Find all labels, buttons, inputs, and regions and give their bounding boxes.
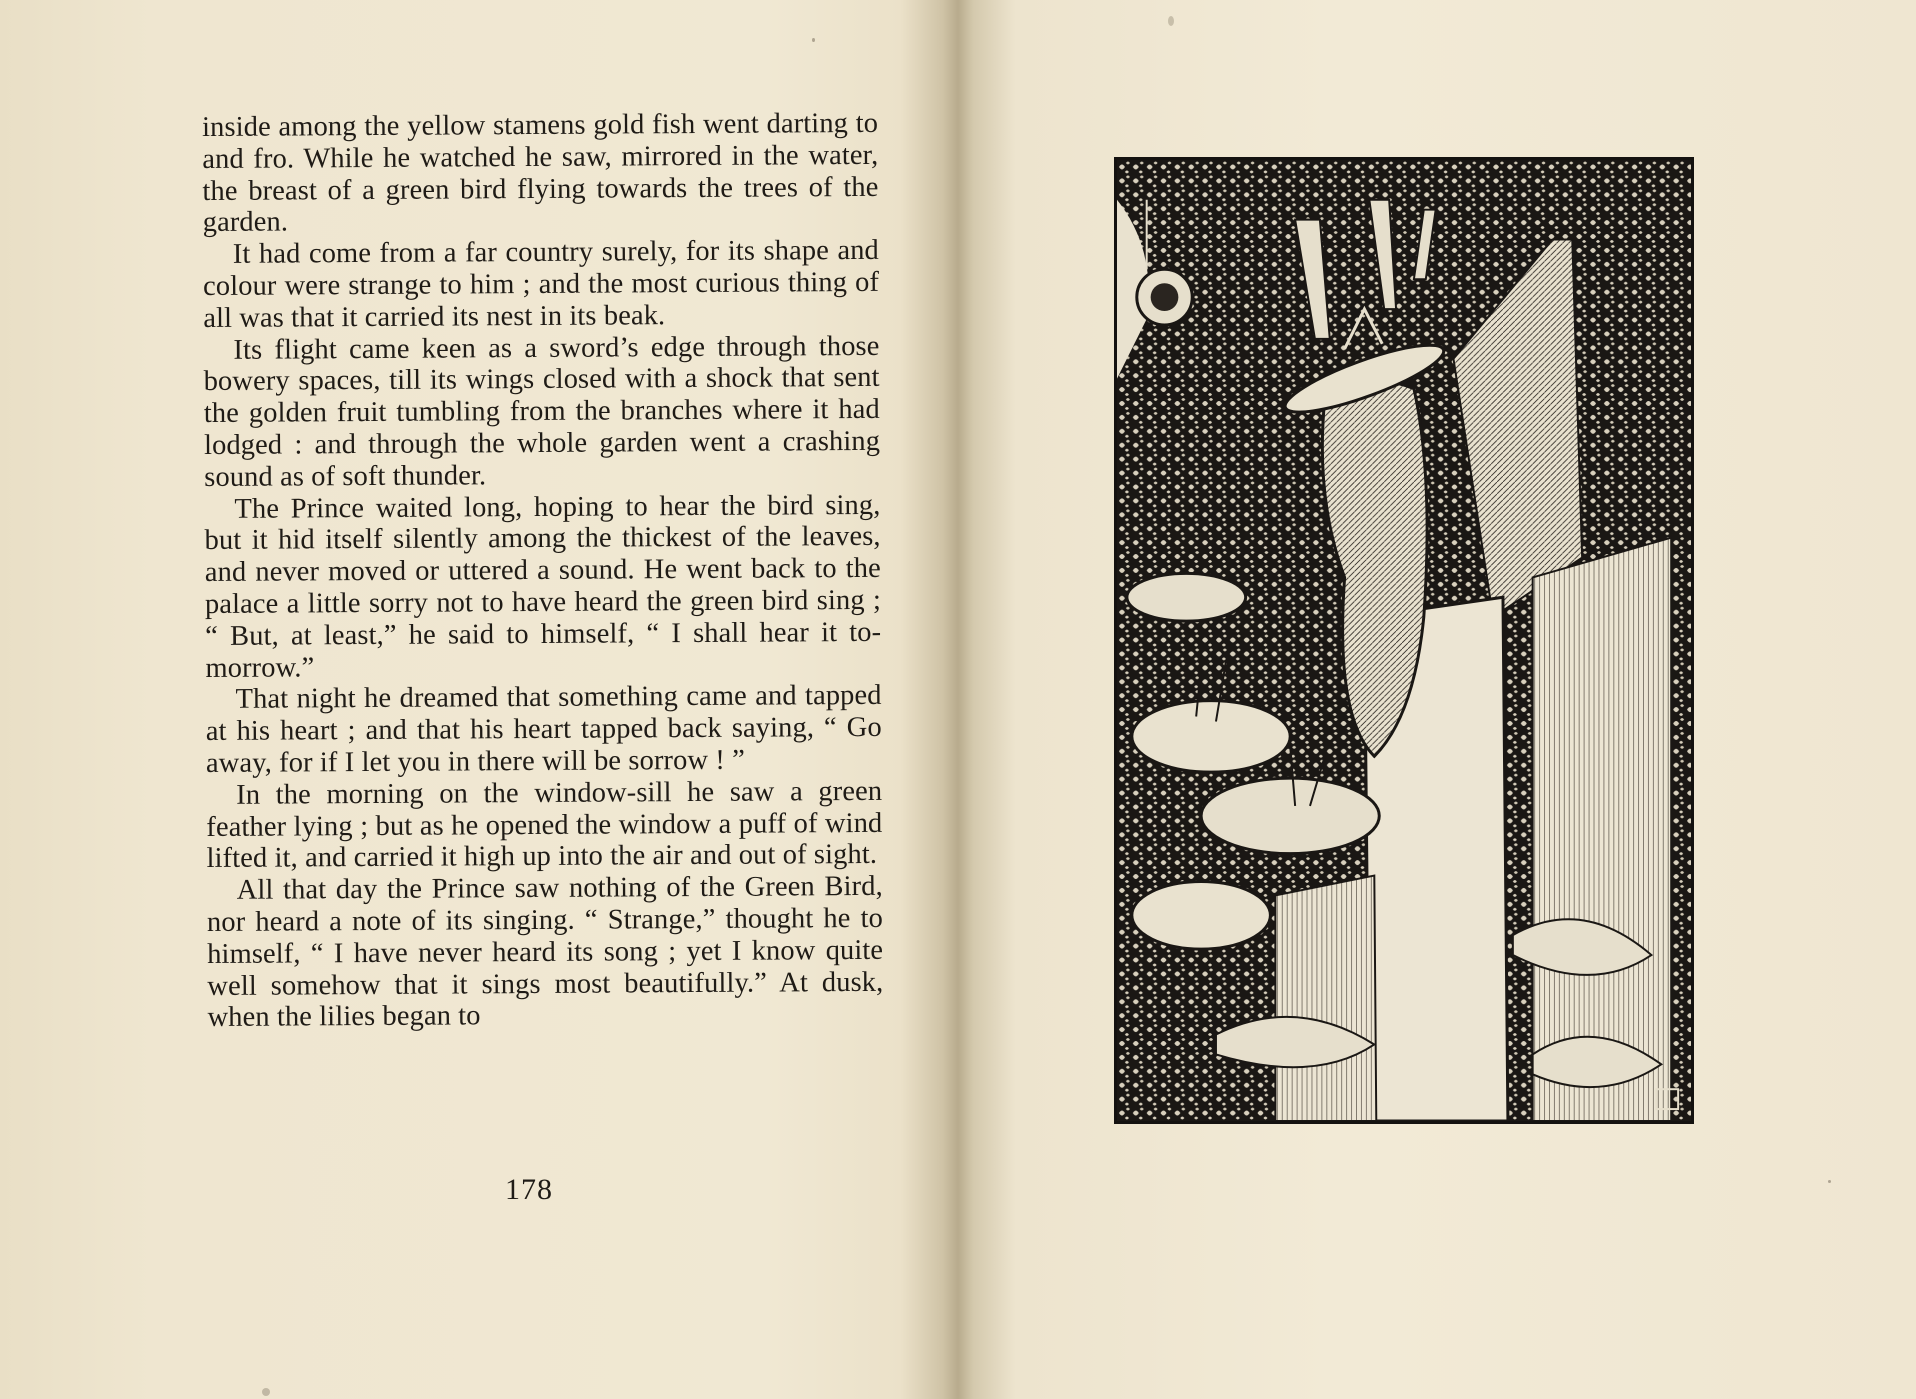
paragraph: All that day the Prince saw nothing of the Green Bird, nor heard a note of its singing. “ Strange,” thought he to himself, “ I have never heard its song ; yet I know quite well somehow that it sings most beautifully.” At dusk, when the lilies began to <box>206 870 884 1034</box>
body-text <box>202 108 884 1034</box>
paragraph: That night he dreamed that something came and tapped at his heart ; and that his heart tapped back saying, “ Go away, for if I let you in there will be sorrow ! ” <box>205 680 882 779</box>
paper-speck <box>1828 1180 1831 1183</box>
paragraph: It had come from a far country surely, for its shape and colour were strange to him ; and the most curious thing of all was that it carried its nest in its beak. <box>202 235 880 334</box>
paper-speck <box>1168 16 1174 26</box>
illustration-frame <box>1114 157 1694 1124</box>
page-number: 178 <box>505 1173 553 1206</box>
paragraph: Its flight came keen as a sword’s edge through those bowery spaces, till its wings closed with a shock that sent the golden fruit tumbling from the branches where it had lodged : and through the whole garden went a crashing sound as of soft thunder. <box>203 330 881 493</box>
paragraph: In the morning on the window-sill he saw a green feather lying ; but as he opened the window a puff of wind lifted it, and carried it high up into the air and out of sight. <box>206 775 883 875</box>
right-page <box>958 0 1916 1399</box>
paper-speck <box>262 1388 270 1396</box>
paragraph: The Prince waited long, hoping to hear the bird sing, but it hid itself silently among the thickest of the leaves, and never moved or uttered a sound. He went back to the palace a little sorry not to have heard the green bird sing ; “ But, at least,” he said to himself, “ I shall hear it to-morrow.” <box>204 489 882 684</box>
paper-speck <box>812 38 815 42</box>
paragraph: inside among the yellow stamens gold fish went darting to and fro. While he watched he saw, mirrored in the water, the breast of a green bird flying towards the trees of the garden. <box>202 107 879 239</box>
prince-at-lily-pool-illustration <box>1117 160 1691 1121</box>
